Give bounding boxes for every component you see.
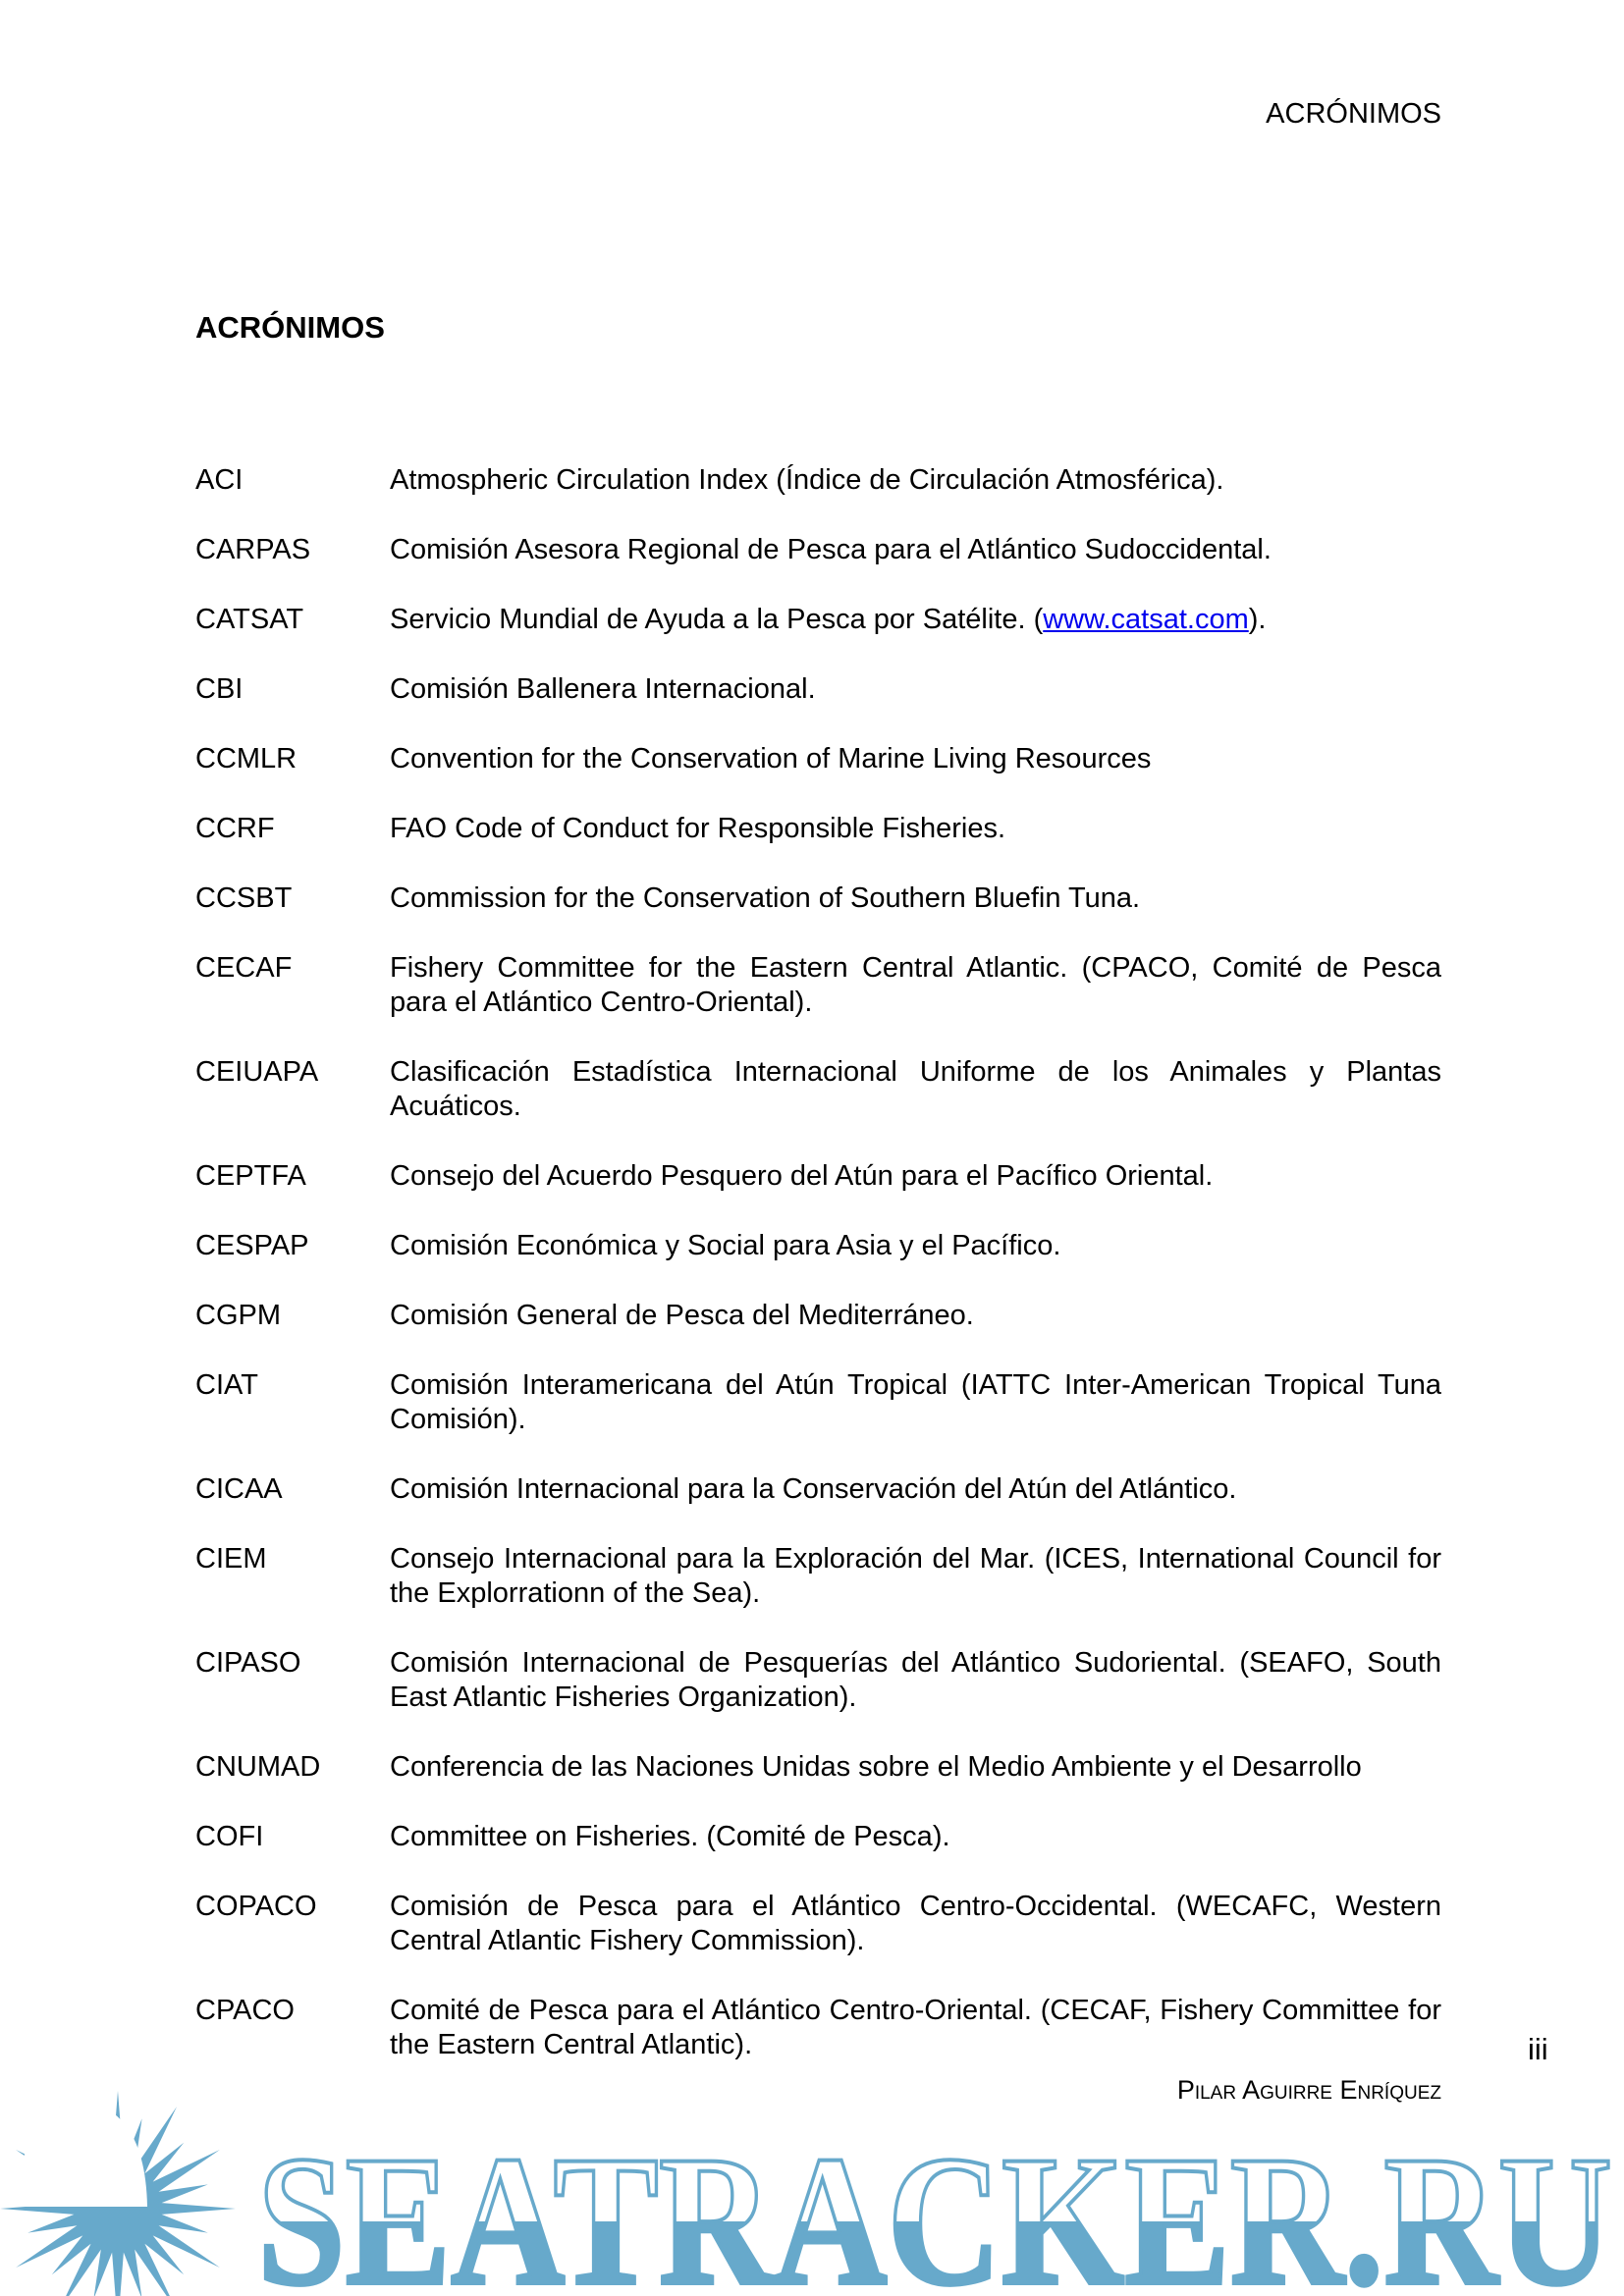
acronym: CEIUAPA xyxy=(195,1056,319,1088)
acronym: ACI xyxy=(195,464,244,496)
sun-icon xyxy=(0,2091,236,2296)
acronym: CBI xyxy=(195,673,244,705)
acronym: CECAF xyxy=(195,952,293,984)
footer-author: Pilar Aguirre Enríquez xyxy=(1176,2075,1441,2105)
acronym-definition: Conferencia de las Naciones Unidas sobre el Medio Ambiente y el Desarrollo xyxy=(390,1751,1362,1783)
acronym-entry xyxy=(195,1159,1441,1194)
acronym-entry xyxy=(195,603,1441,637)
acronym-list xyxy=(195,463,1441,2098)
acronym: CATSAT xyxy=(195,604,304,635)
acronym-entry xyxy=(195,1542,1441,1611)
acronym: CICAA xyxy=(195,1473,283,1505)
acronym-entry xyxy=(195,1750,1441,1785)
acronym-entry xyxy=(195,672,1441,707)
acronym: CGPM xyxy=(195,1300,281,1331)
acronym-definition: Clasificación Estadística Internacional Uniforme de los Animales y Plantas Acuáticos. xyxy=(390,1056,1441,1122)
acronym-definition: Fishery Committee for the Eastern Central Atlantic. (CPACO, Comité de Pesca para el Atlántico Centro-Oriental). xyxy=(390,952,1441,1018)
acronym-definition: Comisión Internacional para la Conservación del Atún del Atlántico. xyxy=(390,1473,1237,1505)
acronym-definition: Comisión de Pesca para el Atlántico Centro-Occidental. (WECAFC, Western Central Atlantic Fishery Commission). xyxy=(390,1891,1441,1956)
acronym: CCRF xyxy=(195,813,275,844)
acronym: CCSBT xyxy=(195,882,293,914)
acronym: CIAT xyxy=(195,1369,258,1401)
acronym-definition: FAO Code of Conduct for Responsible Fisheries. xyxy=(390,813,1006,844)
acronym-definition xyxy=(390,603,1441,637)
acronym: CCMLR xyxy=(195,743,298,774)
acronym-entry xyxy=(195,742,1441,776)
acronym: CNUMAD xyxy=(195,1751,321,1783)
acronym-entry xyxy=(195,533,1441,567)
acronym-definition: Comisión Económica y Social para Asia y el Pacífico. xyxy=(390,1230,1061,1261)
running-header: ACRÓNIMOS xyxy=(1266,98,1441,130)
acronym-definition: Comisión Interamericana del Atún Tropical (IATTC Inter-American Tropical Tuna Comisión). xyxy=(390,1369,1441,1435)
watermark-text: SEATRACKER.RU xyxy=(257,2118,1612,2296)
acronym-entry xyxy=(195,463,1441,498)
acronym-entry xyxy=(195,1055,1441,1124)
acronym-definition: Commission for the Conservation of Southern Bluefin Tuna. xyxy=(390,882,1141,914)
acronym-entry xyxy=(195,1820,1441,1854)
acronym-entry xyxy=(195,1646,1441,1715)
acronym-definition: Convention for the Conservation of Marine Living Resources xyxy=(390,743,1152,774)
definition-text: ). xyxy=(1248,604,1267,635)
acronym-definition: Consejo Internacional para la Exploración del Mar. (ICES, International Council for the Explorrationn of the Sea). xyxy=(390,1543,1441,1609)
catsat-link[interactable]: www.catsat.com xyxy=(1043,604,1249,635)
acronym-entry xyxy=(195,1368,1441,1437)
acronym-definition: Atmospheric Circulation Index (Índice de Circulación Atmosférica). xyxy=(390,464,1224,496)
acronym: COFI xyxy=(195,1821,264,1852)
acronym-definition: Comisión Ballenera Internacional. xyxy=(390,673,816,705)
acronym-entry xyxy=(195,1890,1441,1958)
acronym-entry xyxy=(195,1229,1441,1263)
acronym-entry xyxy=(195,881,1441,916)
acronym: CIPASO xyxy=(195,1647,301,1679)
acronym-definition: Comisión Asesora Regional de Pesca para el Atlántico Sudoccidental. xyxy=(390,534,1272,565)
acronym-entry xyxy=(195,951,1441,1020)
acronym-entry xyxy=(195,1472,1441,1507)
definition-text: Servicio Mundial de Ayuda a la Pesca por Satélite. ( xyxy=(390,604,1044,635)
acronym: CESPAP xyxy=(195,1230,309,1261)
acronym: COPACO xyxy=(195,1891,317,1922)
watermark-logo xyxy=(0,2071,1624,2296)
acronym-definition: Comisión Internacional de Pesquerías del Atlántico Sudoriental. (SEAFO, South East Atlantic Fisheries Organization). xyxy=(390,1647,1441,1713)
acronym-entry xyxy=(195,812,1441,846)
page-title: ACRÓNIMOS xyxy=(195,310,385,345)
acronym-entry xyxy=(195,1994,1441,2062)
page-number: iii xyxy=(1528,2032,1548,2066)
acronym: CARPAS xyxy=(195,534,311,565)
acronym-definition: Comisión General de Pesca del Mediterráneo. xyxy=(390,1300,974,1331)
acronym-definition: Consejo del Acuerdo Pesquero del Atún para el Pacífico Oriental. xyxy=(390,1160,1214,1192)
acronym: CEPTFA xyxy=(195,1160,306,1192)
acronym-entry xyxy=(195,1299,1441,1333)
acronym-definition: Committee on Fisheries. (Comité de Pesca). xyxy=(390,1821,950,1852)
acronym: CIEM xyxy=(195,1543,267,1575)
acronym: CPACO xyxy=(195,1995,295,2026)
acronym-definition: Comité de Pesca para el Atlántico Centro-Oriental. (CECAF, Fishery Committee for the Eastern Central Atlantic). xyxy=(390,1995,1441,2060)
